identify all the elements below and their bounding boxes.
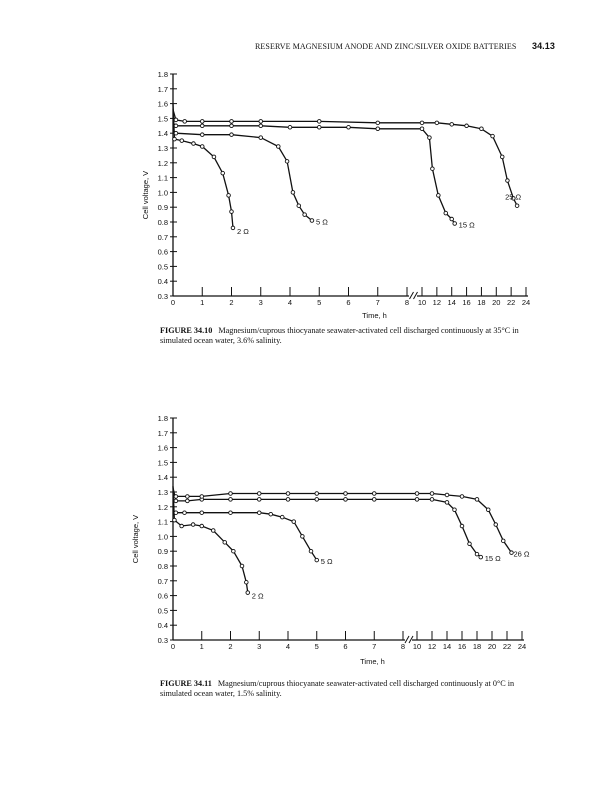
data-point [475,498,479,502]
data-point [292,520,296,524]
data-point [460,495,464,499]
x-tick-label: 1 [200,298,205,307]
figure-34-10-label: FIGURE 34.10 [160,326,213,335]
data-point [186,499,190,503]
data-point [173,518,177,522]
data-point [415,498,419,502]
series-2 [173,488,501,567]
data-point [245,580,249,584]
y-tick-label: 0.9 [157,203,168,213]
series-label: 15 Ω [484,554,501,564]
data-point [372,498,376,502]
y-tick-label: 0.9 [157,547,168,557]
data-point [240,564,244,568]
y-tick-label: 1.0 [157,188,168,198]
y-tick-label: 1.3 [157,144,168,153]
series-1 [173,511,333,566]
x-tick-label: 8 [404,298,410,307]
x-tick-label: 2 [229,298,234,307]
x-tick-label: 10 [417,298,427,307]
data-point [445,501,449,505]
x-tick-label: 8 [400,642,406,651]
y-tick-label: 1.2 [157,502,168,512]
y-tick-label: 1.3 [157,488,168,497]
data-point [486,508,490,512]
series-label: 2 Ω [236,226,249,236]
data-point [372,492,376,496]
y-tick-label: 0.7 [157,232,168,242]
series-label: 2 Ω [251,591,264,601]
x-tick-label: 3 [258,298,263,307]
y-tick-label: 1.0 [157,532,168,542]
series-line [173,488,481,557]
data-point [460,524,464,528]
data-point [269,512,273,516]
data-point [223,541,227,545]
y-tick-label: 0.6 [157,591,168,601]
x-tick-label: 18 [477,298,486,307]
y-axis-label: Cell voltage, V [141,170,150,220]
data-point [501,539,505,543]
series-label: 25 Ω [505,192,522,202]
y-tick-label: 1.4 [157,473,168,483]
data-point [257,511,261,515]
data-point [191,523,195,527]
data-point [229,511,233,515]
y-tick-label: 0.8 [157,562,168,571]
data-point [257,498,261,502]
x-tick-label: 7 [375,298,380,307]
data-point [211,529,215,533]
data-point [453,508,457,512]
data-point [183,511,187,515]
series-label: 26 Ω [513,549,530,559]
y-tick-label: 0.4 [157,277,168,287]
x-tick-label: 16 [457,642,467,651]
figure-34-11-caption [160,679,540,699]
data-point [344,498,348,502]
data-point [479,555,483,559]
data-point [430,498,434,502]
data-point [280,515,284,519]
y-tick-label: 1.7 [157,428,168,438]
y-tick-label: 1.4 [157,129,168,139]
x-tick-label: 7 [372,642,377,651]
x-tick-label: 12 [432,298,442,307]
figure-34-11-label: FIGURE 34.11 [160,679,212,688]
x-tick-label: 20 [492,298,501,307]
data-point [286,492,290,496]
data-point [200,495,204,499]
data-point [186,495,190,499]
y-tick-label: 1.2 [157,158,168,168]
data-point [301,535,305,539]
data-point [315,498,319,502]
series-line [173,513,317,560]
y-tick-label: 1.6 [157,99,168,109]
series-line [173,486,248,592]
x-tick-label: 14 [442,642,452,651]
series-label: 5 Ω [315,217,328,227]
data-point [315,558,319,562]
data-point [246,591,250,595]
y-tick-label: 1.7 [157,84,168,94]
x-tick-label: 6 [346,298,351,307]
x-tick-label: 20 [487,642,497,651]
running-head-title: RESERVE MAGNESIUM ANODE AND ZINC/SILVER OXIDE BATTERIES [255,42,517,51]
data-point [415,492,419,496]
y-tick-label: 0.8 [157,218,168,227]
series-label: 5 Ω [320,557,333,567]
y-tick-label: 1.1 [157,517,168,527]
data-point [468,542,472,546]
data-point [309,549,313,553]
y-tick-label: 1.1 [157,173,168,183]
data-point [174,499,178,503]
x-tick-label: 3 [257,642,262,651]
data-point [286,498,290,502]
data-point [174,495,178,499]
data-point [174,511,178,515]
series-label: 15 Ω [458,220,475,230]
x-tick-label: 24 [521,298,531,307]
x-axis-label: Time, h [360,657,385,666]
series-0 [173,486,264,601]
x-tick-label: 2 [228,642,233,651]
y-tick-label: 1.8 [157,414,168,423]
x-tick-label: 18 [472,642,482,651]
x-tick-label: 6 [343,642,348,651]
y-tick-label: 0.4 [157,621,168,631]
x-tick-label: 0 [170,298,176,307]
data-point [229,492,233,496]
x-tick-label: 22 [502,642,512,651]
page-number: 34.13 [531,41,555,51]
data-point [445,493,449,497]
x-tick-label: 5 [317,298,322,307]
series-3 [173,492,530,559]
data-point [494,523,498,527]
x-tick-label: 4 [285,642,291,651]
y-tick-label: 0.5 [157,262,168,272]
y-tick-label: 0.3 [157,636,168,645]
data-point [229,498,233,502]
x-tick-label: 22 [506,298,516,307]
x-axis-label: Time, h [362,311,387,320]
figure-34-10-text: Magnesium/cuprous thiocyanate seawater-activated cell discharged continuously at 35°C in simulated ocean water, 3.6% salinity. [160,326,519,345]
y-tick-label: 0.3 [157,292,168,301]
x-tick-label: 5 [314,642,319,651]
y-tick-label: 0.6 [157,247,168,257]
y-axis-label: Cell voltage, V [131,514,140,564]
figure-34-11-text: Magnesium/cuprous thiocyanate seawater-activated cell discharged continuously at 0°C in simulated ocean water, 1.5% salinity. [160,679,515,698]
y-tick-label: 0.5 [157,606,168,616]
y-tick-label: 1.5 [157,458,168,468]
data-point [475,552,479,556]
data-point [180,524,184,528]
x-tick-label: 16 [462,298,471,307]
data-point [200,524,204,528]
data-point [200,511,204,515]
x-tick-label: 10 [412,642,422,651]
data-point [315,492,319,496]
data-point [257,492,261,496]
x-tick-label: 24 [517,642,527,651]
data-point [344,492,348,496]
x-tick-label: 12 [427,642,437,651]
y-tick-label: 1.8 [157,70,168,79]
x-tick-label: 1 [199,642,204,651]
data-point [430,492,434,496]
axis-break-mark [405,636,409,643]
x-tick-label: 4 [287,298,293,307]
data-point [232,549,236,553]
x-tick-label: 14 [447,298,456,307]
x-tick-label: 0 [170,642,176,651]
y-tick-label: 1.5 [157,114,168,124]
y-tick-label: 1.6 [157,443,168,453]
y-tick-label: 0.7 [157,576,168,586]
